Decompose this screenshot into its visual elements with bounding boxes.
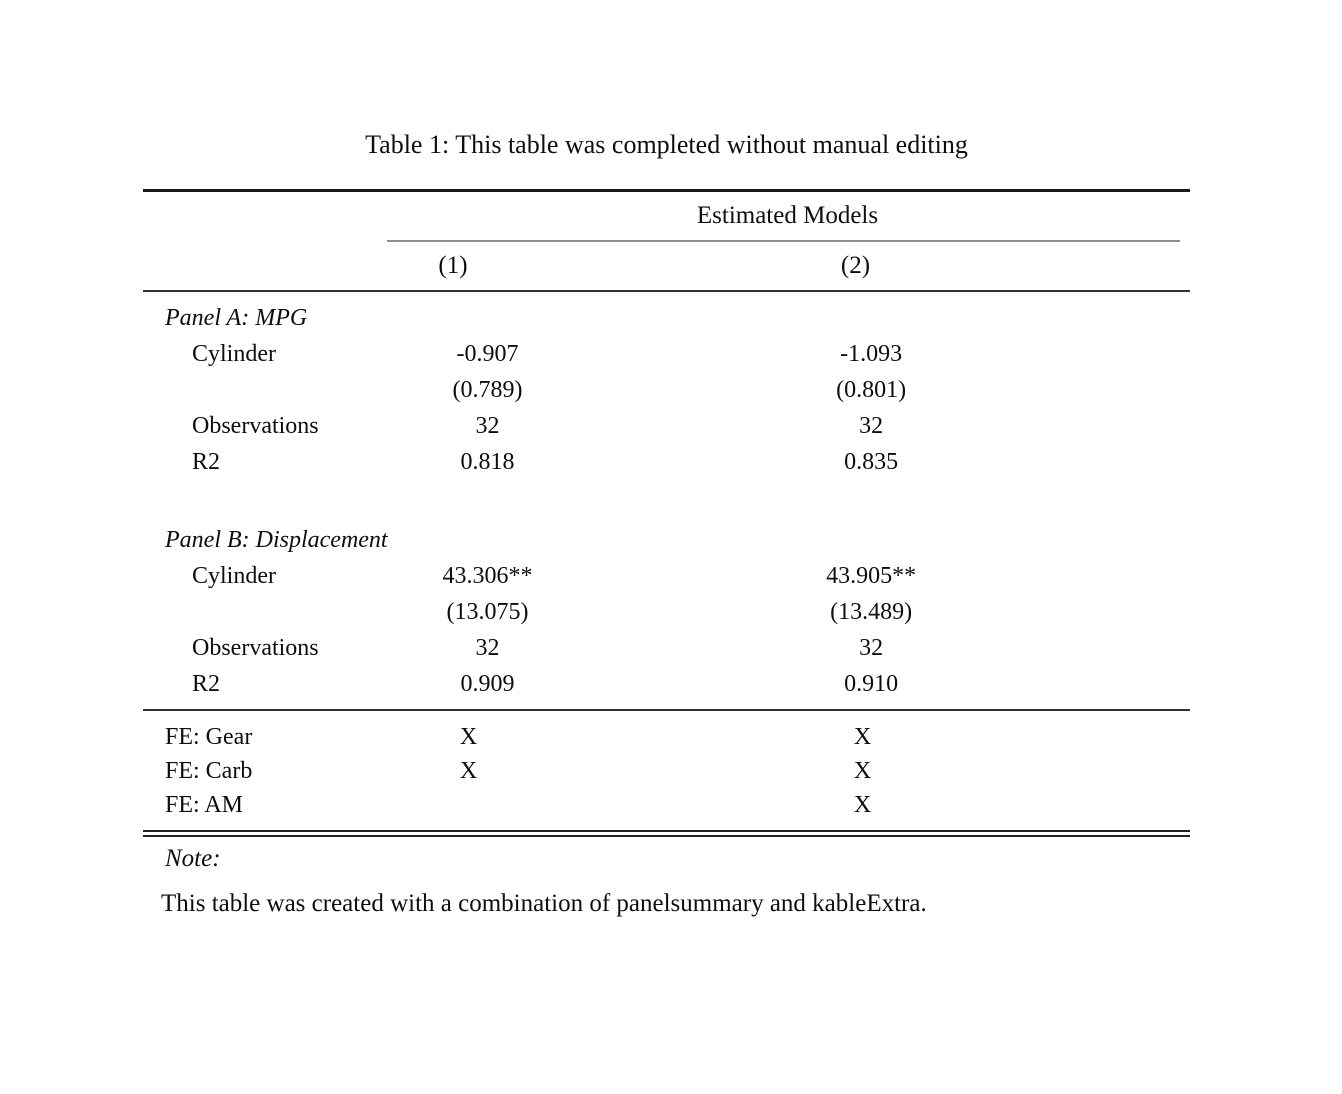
observations-cell: 32 <box>475 412 500 439</box>
panel-a-label: Panel A: MPG <box>165 304 308 331</box>
table-row <box>143 594 1190 630</box>
r2-cell: 0.910 <box>844 670 899 697</box>
row-label: R2 <box>192 670 221 697</box>
r2-cell: 0.909 <box>460 670 515 697</box>
estimate-cell: -0.907 <box>456 340 519 367</box>
std-error-cell: (0.801) <box>836 376 907 403</box>
table-row <box>143 788 1190 822</box>
fe-label: FE: AM <box>165 791 244 818</box>
estimate-cell: 43.905** <box>826 562 917 589</box>
fe-check-cell: X <box>853 791 872 818</box>
row-label: Cylinder <box>192 340 276 367</box>
std-error-cell: (13.075) <box>446 598 529 625</box>
row-label: Cylinder <box>192 562 276 589</box>
fixed-effects-rule <box>143 709 1190 711</box>
bottom-rule <box>143 830 1190 837</box>
note-text: This table was created with a combination of panelsummary and kableExtra. <box>161 890 927 917</box>
panel-b-header-row <box>143 522 1190 558</box>
r2-cell: 0.818 <box>460 448 515 475</box>
fe-check-cell: X <box>853 723 872 750</box>
fe-check-cell: X <box>853 757 872 784</box>
column-header-row <box>143 242 1190 290</box>
panel-a-header-row <box>143 300 1190 336</box>
table-row <box>143 558 1190 594</box>
std-error-cell: (13.489) <box>830 598 913 625</box>
fe-label: FE: Carb <box>165 757 253 784</box>
r2-cell: 0.835 <box>844 448 899 475</box>
row-label: Observations <box>192 634 319 661</box>
panel-b <box>143 522 1190 702</box>
column-group-label: Estimated Models <box>696 202 879 229</box>
table-row <box>143 720 1190 754</box>
observations-cell: 32 <box>859 412 884 439</box>
observations-cell: 32 <box>859 634 884 661</box>
table-row <box>143 666 1190 702</box>
row-label: Observations <box>192 412 319 439</box>
note-label: Note: <box>165 845 221 872</box>
fe-check-cell: X <box>459 723 478 750</box>
fixed-effects-block <box>143 720 1190 822</box>
panel-a <box>143 292 1190 480</box>
std-error-cell: (0.789) <box>452 376 523 403</box>
fe-check-cell: X <box>459 757 478 784</box>
table-row <box>143 444 1190 480</box>
table-row <box>143 754 1190 788</box>
table-row <box>143 372 1190 408</box>
table-row <box>143 408 1190 444</box>
table-caption: Table 1: This table was completed without manual editing <box>365 130 968 159</box>
estimate-cell: -1.093 <box>840 340 903 367</box>
column-group-row <box>143 192 1190 240</box>
regression-table <box>143 0 1190 919</box>
estimate-cell: 43.306** <box>442 562 533 589</box>
panel-b-label: Panel B: Displacement <box>165 526 388 553</box>
table-row <box>143 336 1190 372</box>
row-label: R2 <box>192 448 221 475</box>
column-header-1: (1) <box>438 252 468 279</box>
fe-label: FE: Gear <box>165 723 253 750</box>
observations-cell: 32 <box>475 634 500 661</box>
column-header-2: (2) <box>840 252 871 279</box>
table-row <box>143 630 1190 666</box>
